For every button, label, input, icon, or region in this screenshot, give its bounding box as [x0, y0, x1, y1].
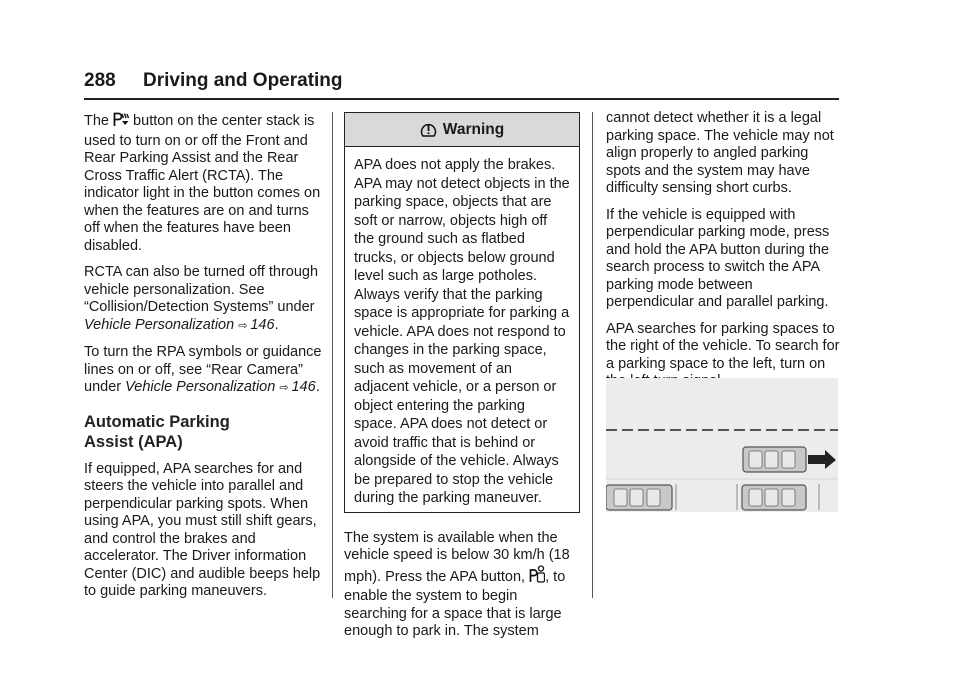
reference-arrow-icon: ⇨: [279, 382, 289, 394]
paragraph-text: , to enable the system to begin searching for a space that is large enough to park in. The system: [344, 568, 566, 639]
paragraph-text: button on the center stack is used to turn on or off the Front and Rear Parking Assist and the Rear Cross Traffic Alert (RCTA). The indicator light in the button comes on when the features are on and turns off when the features have been disabled.: [84, 113, 321, 254]
section-heading: Automatic Parking Assist (APA): [84, 412, 230, 451]
column-middle: [344, 112, 580, 650]
page-title: Driving and Operating: [143, 70, 343, 91]
column-right: [606, 110, 840, 400]
cross-reference-page[interactable]: 146: [250, 316, 275, 333]
paragraph: If equipped, APA searches for and steers the vehicle into parallel and perpendicular parking spots. When using APA, you must still shift gears, and control the brakes and accelerator. The Driver information Center (DIC) and audible beeps help to guide parking maneuvers.: [84, 460, 321, 599]
cross-reference-link[interactable]: Vehicle Personalization: [125, 379, 276, 395]
paragraph-text: The: [84, 113, 109, 129]
warning-box: [344, 112, 580, 513]
park-assist-icon: [113, 112, 129, 133]
paragraph: To turn the RPA symbols or guidance lines on or off, see “Rear Camera” under Vehicle Personalization ⇨ 146.: [84, 344, 322, 395]
moving-vehicle: [743, 447, 806, 472]
parked-vehicle-right: [742, 485, 806, 510]
paragraph: [84, 112, 322, 255]
column-divider: [592, 112, 593, 598]
warning-header: [345, 113, 579, 147]
warning-title: Warning: [442, 120, 505, 138]
warning-text: APA does not apply the brakes. APA may not detect objects in the parking space, objects that are soft or narrow, objects high off the ground such as flatbed trucks, or objects below ground level such as large potholes. Always verify that the parking space is appropriate for parking a vehicle. APA does not respond to changes in the parking space, such as movement of an adjacent vehicle, or a person or object entering the parking space. APA does not detect or avoid traffic that is behind or alongside of the vehicle. Always be prepared to stop the vehicle during the parking maneuver.: [354, 157, 570, 506]
apa-icon: [529, 565, 545, 589]
warning-icon: [420, 121, 437, 138]
paragraph: RCTA can also be turned off through vehicle personalization. See “Collision/Detection Systems” under Vehicle Personalization ⇨ 146.: [84, 264, 319, 333]
cross-reference-link[interactable]: Vehicle Personalization: [84, 316, 235, 333]
paragraph: APA searches for parking spaces to the right of the vehicle. To search for a parking space to the left, turn on: [606, 320, 840, 372]
parked-vehicle-left: [606, 485, 672, 510]
column-left: [84, 112, 322, 610]
page-header: [84, 70, 839, 100]
paragraph-text: The system is available when the vehicle speed is below 30 km/h (18 mph). Press the APA button,: [344, 529, 570, 585]
column-divider: [332, 112, 333, 598]
apa-search-illustration: [606, 378, 838, 512]
reference-arrow-icon: ⇨: [238, 319, 248, 332]
paragraph: [344, 530, 580, 641]
paragraph-text: RCTA can also be turned off through vehicle personalization. See “Collision/Detection Systems” under: [84, 264, 319, 315]
page-number: 288: [84, 70, 116, 91]
paragraph: cannot detect whether it is a legal parking space. The vehicle may not align properly to angled parking spots and the system may have difficulty sensing short curbs.: [606, 110, 834, 196]
paragraph: If the vehicle is equipped with perpendicular parking mode, press and hold the APA button during the search process to switch the APA parking mode between perpendicular and parallel parking.: [606, 206, 830, 310]
paragraph-text: To turn the RPA symbols or guidance lines on or off, see “Rear Camera” under: [84, 344, 322, 395]
cross-reference-page[interactable]: 146: [291, 379, 316, 395]
